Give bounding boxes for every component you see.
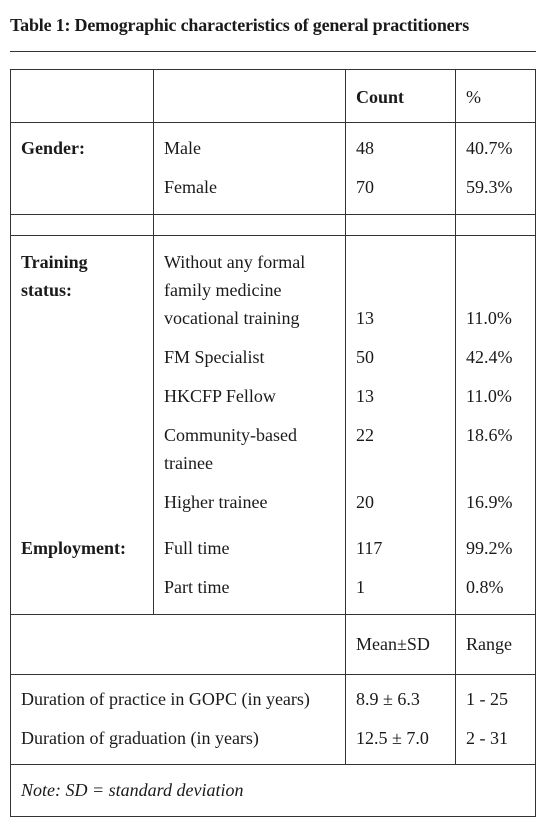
row-count: 20 xyxy=(346,477,456,516)
note-row xyxy=(11,765,536,817)
row-percent: 59.3% xyxy=(456,162,536,215)
demographics-table xyxy=(10,69,536,817)
duration-label: Duration of graduation (in years) xyxy=(11,713,346,765)
table-row xyxy=(11,713,536,765)
table-row xyxy=(11,123,536,163)
table-title: Table 1: Demographic characteristics of general practitioners xyxy=(10,15,470,35)
row-percent: 11.0% xyxy=(456,236,536,333)
row-count: 117 xyxy=(346,516,456,562)
table-row xyxy=(11,236,536,333)
row-label: HKCFP Fellow xyxy=(154,371,346,410)
row-percent: 11.0% xyxy=(456,371,536,410)
row-label: Higher trainee xyxy=(154,477,346,516)
mean-sd-header: Mean±SD xyxy=(346,615,456,675)
row-count: 1 xyxy=(346,562,456,615)
table-row xyxy=(11,477,536,516)
employment-label: Employment: xyxy=(11,516,154,562)
header-row xyxy=(11,70,536,123)
duration-range: 1 - 25 xyxy=(456,675,536,714)
table-row xyxy=(11,371,536,410)
row-count: 50 xyxy=(346,332,456,371)
row-count: 48 xyxy=(346,123,456,163)
table-row xyxy=(11,562,536,615)
row-label: Male xyxy=(154,123,346,163)
row-label: FM Specialist xyxy=(154,332,346,371)
row-percent: 42.4% xyxy=(456,332,536,371)
row-percent: 99.2% xyxy=(456,516,536,562)
gender-label: Gender: xyxy=(11,123,154,163)
row-label: Female xyxy=(154,162,346,215)
table-row xyxy=(11,516,536,562)
row-label: Part time xyxy=(154,562,346,615)
row-percent: 18.6% xyxy=(456,410,536,477)
duration-label: Duration of practice in GOPC (in years) xyxy=(11,675,346,714)
table-row xyxy=(11,162,536,215)
table-note: Note: SD = standard deviation xyxy=(11,765,536,817)
row-count: 22 xyxy=(346,410,456,477)
table-row xyxy=(11,332,536,371)
row-count: 70 xyxy=(346,162,456,215)
table-row xyxy=(11,410,536,477)
section-spacer xyxy=(11,215,536,236)
row-label: Without any formal family medicine vocational training xyxy=(154,236,346,333)
duration-mean-sd: 12.5 ± 7.0 xyxy=(346,713,456,765)
row-percent: 16.9% xyxy=(456,477,536,516)
row-percent: 0.8% xyxy=(456,562,536,615)
duration-range: 2 - 31 xyxy=(456,713,536,765)
count-header: Count xyxy=(346,70,456,123)
row-label: Community-based trainee xyxy=(154,410,346,477)
range-header: Range xyxy=(456,615,536,675)
row-percent: 40.7% xyxy=(456,123,536,163)
duration-mean-sd: 8.9 ± 6.3 xyxy=(346,675,456,714)
row-count: 13 xyxy=(346,236,456,333)
table-row xyxy=(11,675,536,714)
row-label: Full time xyxy=(154,516,346,562)
training-label: Training status: xyxy=(11,236,154,333)
row-count: 13 xyxy=(346,371,456,410)
stats-header-row xyxy=(11,615,536,675)
percent-header: % xyxy=(456,70,536,123)
title-divider xyxy=(10,51,536,52)
